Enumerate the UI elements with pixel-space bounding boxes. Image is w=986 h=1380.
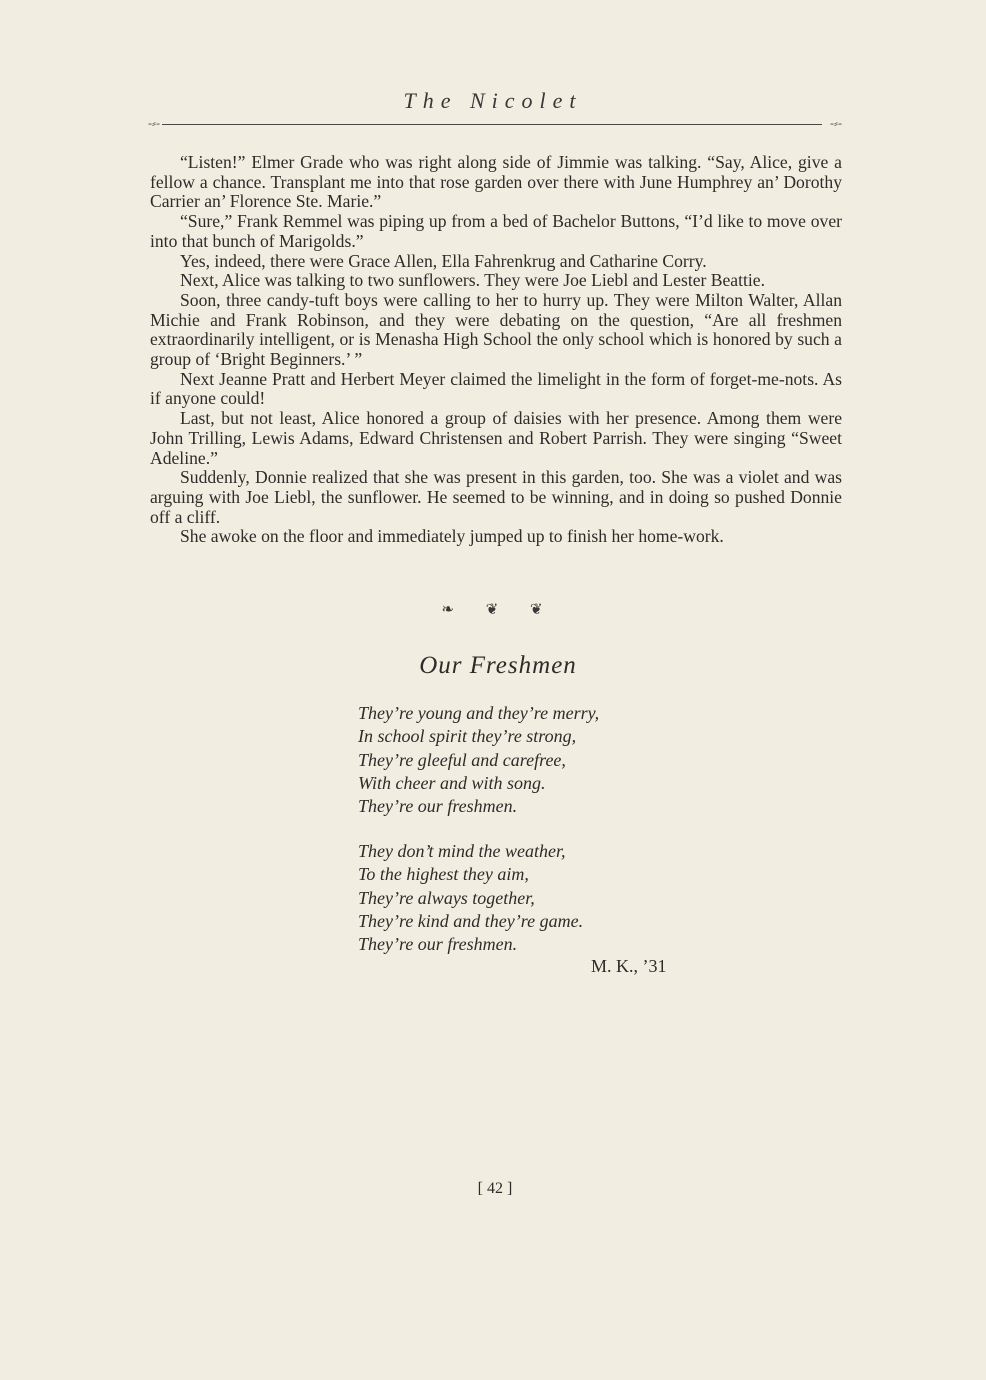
poem-line: They’re young and they’re merry,: [358, 703, 600, 723]
poem-stanza-1: [358, 702, 778, 818]
poem-line: They’re kind and they’re game.: [358, 910, 584, 931]
poem-line: They’re always together,: [358, 887, 535, 908]
paragraph: Next, Alice was talking to two sunflowers. They were Joe Liebl and Lester Beattie.: [180, 270, 765, 291]
fleuron-icon: ❧: [441, 602, 456, 618]
poem-stanza-2: [358, 840, 778, 956]
poem-line: They’re our freshmen.: [358, 934, 518, 955]
poem-line: They’re our freshmen.: [358, 796, 518, 817]
paragraph: Last, but not least, Alice honored a group of daisies with her presence. Among them were John Trilling, Lewis Adams, Edward Christensen and Robert Parrish. They were singing “Sweet Adeline.”: [150, 408, 842, 468]
section-ornaments: [0, 600, 986, 619]
rule-right-ornament-icon: -⸗-: [830, 116, 842, 130]
poem-title: Our Freshmen: [419, 652, 577, 679]
paragraph: Suddenly, Donnie realized that she was present in this garden, too. She was a violet and was arguing with Joe Liebl, the sunflower. He seemed to be winning, and in doing so pushed Donnie off a cliff.: [150, 467, 842, 527]
fleuron-icon: ❦: [485, 602, 501, 618]
page-number: [ 42 ]: [477, 1180, 513, 1197]
poem-line: They’re gleeful and carefree,: [358, 749, 566, 770]
paragraph: Yes, indeed, there were Grace Allen, Ella Fahrenkrug and Catharine Corry.: [180, 250, 707, 271]
poem-line: In school spirit they’re strong,: [358, 726, 577, 747]
poem-line: They don’t mind the weather,: [358, 841, 566, 861]
paragraph: Next Jeanne Pratt and Herbert Meyer claimed the limelight in the form of forget-me-nots. As if anyone could!: [150, 368, 842, 409]
paragraph: “Sure,” Frank Remmel was piping up from a bed of Bachelor Buttons, “I’d like to move over into that bunch of Marigolds.”: [150, 211, 842, 251]
fleuron-icon: ❦: [530, 602, 545, 618]
poem-line: To the highest they aim,: [358, 864, 529, 885]
paragraph: Soon, three candy-tuft boys were calling to her to hurry up. They were Milton Walter, Allan Michie and Frank Robinson, and they were debating on the question, “Are all freshmen extraordinarily intelligent, or is Menasha High School the only school which is honored by such a group of ‘Bright Beginners.’ ”: [150, 289, 842, 370]
poem-line: With cheer and with song.: [358, 772, 546, 793]
header-rule-line: [162, 124, 822, 125]
poem-signature: M. K., ’31: [591, 956, 667, 976]
paragraph: She awoke on the floor and immediately jumped up to finish her home-work.: [180, 526, 724, 547]
story-text: [150, 153, 842, 547]
running-head-title: The Nicolet: [403, 88, 583, 113]
paragraph: “Listen!” Elmer Grade who was right along side of Jimmie was talking. “Say, Alice, give a fellow a chance. Transplant me into that rose garden over there with June Humphrey an’ Dorothy Carrier an’ Florence Ste. Marie.”: [150, 152, 842, 212]
header-rule: [148, 116, 842, 130]
rule-left-ornament-icon: -⸗-: [148, 116, 160, 130]
